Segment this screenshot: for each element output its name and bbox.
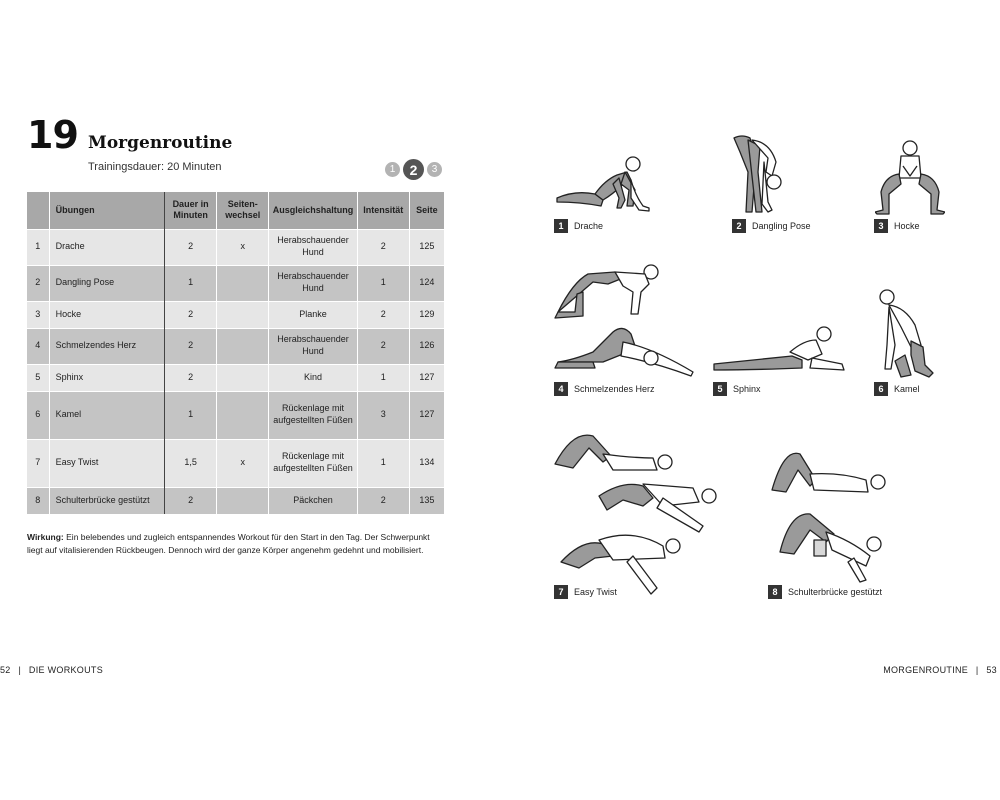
pose-illustration-schmelzendes-herz <box>553 262 698 380</box>
row-number: 6 <box>27 391 49 439</box>
table-row <box>27 328 445 364</box>
pose-label: Dangling Pose <box>752 221 811 231</box>
balance-pose-cell: Kind <box>269 364 357 391</box>
side-switch-cell: x <box>217 229 269 265</box>
duration-cell: 2 <box>164 229 216 265</box>
pose-number-badge: 2 <box>732 219 746 233</box>
table-row <box>27 487 445 514</box>
pose-illustration-easy-twist <box>553 428 723 600</box>
column-header-page: Seite <box>409 192 444 229</box>
pose-caption-7 <box>554 585 617 599</box>
row-number: 5 <box>27 364 49 391</box>
duration-cell: 2 <box>164 301 216 328</box>
level-2-dot: 2 <box>403 159 424 180</box>
pose-number-badge: 3 <box>874 219 888 233</box>
exercise-name: Easy Twist <box>49 439 164 487</box>
side-switch-cell <box>217 487 269 514</box>
intensity-cell: 1 <box>357 364 409 391</box>
exercise-name: Sphinx <box>49 364 164 391</box>
page-cell: 127 <box>409 364 444 391</box>
page-number-right: 53 <box>986 665 997 675</box>
duration-cell: 1,5 <box>164 439 216 487</box>
intensity-cell: 2 <box>357 229 409 265</box>
pose-illustration-sphinx <box>712 320 847 378</box>
pose-illustration-schulterbruecke <box>770 440 890 585</box>
pose-caption-8 <box>768 585 882 599</box>
pose-caption-6 <box>874 382 920 396</box>
side-switch-cell: x <box>217 439 269 487</box>
exercise-table <box>27 192 445 514</box>
pose-illustration-hocke <box>875 136 945 216</box>
pose-label: Hocke <box>894 221 920 231</box>
pose-number-badge: 5 <box>713 382 727 396</box>
workout-number: 19 <box>27 113 78 157</box>
balance-pose-cell: Rückenlage mit aufgestellten Füßen <box>269 391 357 439</box>
duration-cell: 2 <box>164 364 216 391</box>
table-row <box>27 364 445 391</box>
row-number: 1 <box>27 229 49 265</box>
column-header-side-switch: Seiten- wechsel <box>217 192 269 229</box>
pose-label: Easy Twist <box>574 587 617 597</box>
page-cell: 124 <box>409 265 444 301</box>
duration-cell: 1 <box>164 265 216 301</box>
footer-left <box>0 665 103 675</box>
pose-caption-3 <box>874 219 920 233</box>
side-switch-cell <box>217 265 269 301</box>
balance-pose-cell: Herabschauender Hund <box>269 328 357 364</box>
pose-label: Schmelzendes Herz <box>574 384 655 394</box>
workout-title: Morgenroutine <box>88 133 233 153</box>
pose-number-badge: 1 <box>554 219 568 233</box>
column-header-balance: Ausgleichshaltung <box>269 192 357 229</box>
pose-illustration-kamel <box>875 285 935 380</box>
balance-pose-cell: Päckchen <box>269 487 357 514</box>
row-number: 2 <box>27 265 49 301</box>
intensity-cell: 2 <box>357 328 409 364</box>
effect-text: Ein belebendes und zugleich entspannendes Workout für den Start in den Tag. Der Schwerpunkt liegt auf vitalisierenden Rückbeugen. Dennoch wird der ganze Körper angenehm gedehnt und mobilisiert. <box>27 532 430 555</box>
pose-label: Schulterbrücke gestützt <box>788 587 883 597</box>
exercise-name: Hocke <box>49 301 164 328</box>
row-number: 7 <box>27 439 49 487</box>
page-cell: 135 <box>409 487 444 514</box>
balance-pose-cell: Herabschauender Hund <box>269 265 357 301</box>
table-row <box>27 229 445 265</box>
table-header-row <box>27 192 445 229</box>
level-3-dot: 3 <box>427 162 442 177</box>
page-cell: 127 <box>409 391 444 439</box>
column-header-duration: Dauer in Minuten <box>164 192 216 229</box>
table-row <box>27 301 445 328</box>
pose-number-badge: 4 <box>554 382 568 396</box>
pose-illustration-drache <box>555 150 650 215</box>
exercise-name: Schmelzendes Herz <box>49 328 164 364</box>
intensity-cell: 2 <box>357 301 409 328</box>
table-row <box>27 265 445 301</box>
balance-pose-cell: Rückenlage mit aufgestellten Füßen <box>269 439 357 487</box>
side-switch-cell <box>217 301 269 328</box>
training-duration: Trainingsdauer: 20 Minuten <box>88 161 222 173</box>
table-row <box>27 439 445 487</box>
intensity-cell: 3 <box>357 391 409 439</box>
row-number: 8 <box>27 487 49 514</box>
column-header-nr <box>27 192 49 229</box>
level-1-dot: 1 <box>385 162 400 177</box>
level-indicator <box>385 159 442 180</box>
pose-number-badge: 6 <box>874 382 888 396</box>
side-switch-cell <box>217 328 269 364</box>
exercise-name: Dangling Pose <box>49 265 164 301</box>
pose-illustration-dangling-pose <box>728 132 788 217</box>
column-header-intensity: Intensität <box>357 192 409 229</box>
page-cell: 129 <box>409 301 444 328</box>
pose-number-badge: 8 <box>768 585 782 599</box>
pose-caption-2 <box>732 219 811 233</box>
pose-label: Sphinx <box>733 384 761 394</box>
exercise-name: Schulterbrücke gestützt <box>49 487 164 514</box>
pose-caption-1 <box>554 219 603 233</box>
side-switch-cell <box>217 391 269 439</box>
page-cell: 125 <box>409 229 444 265</box>
page-number-left: 52 <box>0 665 11 675</box>
duration-cell: 2 <box>164 487 216 514</box>
pose-label: Drache <box>574 221 604 231</box>
section-name-right: MORGENROUTINE <box>883 665 969 675</box>
duration-cell: 2 <box>164 328 216 364</box>
duration-cell: 1 <box>164 391 216 439</box>
page-cell: 134 <box>409 439 444 487</box>
intensity-cell: 2 <box>357 487 409 514</box>
page-cell: 126 <box>409 328 444 364</box>
footer-separator: | <box>975 665 979 675</box>
exercise-name: Drache <box>49 229 164 265</box>
pose-caption-4 <box>554 382 655 396</box>
row-number: 3 <box>27 301 49 328</box>
footer-separator: | <box>18 665 22 675</box>
side-switch-cell <box>217 364 269 391</box>
balance-pose-cell: Herabschauender Hund <box>269 229 357 265</box>
effect-label: Wirkung: <box>27 532 64 542</box>
intensity-cell: 1 <box>357 265 409 301</box>
footer-right <box>883 665 997 675</box>
balance-pose-cell: Planke <box>269 301 357 328</box>
pose-label: Kamel <box>894 384 920 394</box>
pose-number-badge: 7 <box>554 585 568 599</box>
effect-paragraph <box>27 531 447 557</box>
column-header-exercises: Übungen <box>49 192 164 229</box>
row-number: 4 <box>27 328 49 364</box>
pose-caption-5 <box>713 382 761 396</box>
intensity-cell: 1 <box>357 439 409 487</box>
section-name-left: DIE WORKOUTS <box>28 665 103 675</box>
exercise-name: Kamel <box>49 391 164 439</box>
table-row <box>27 391 445 439</box>
